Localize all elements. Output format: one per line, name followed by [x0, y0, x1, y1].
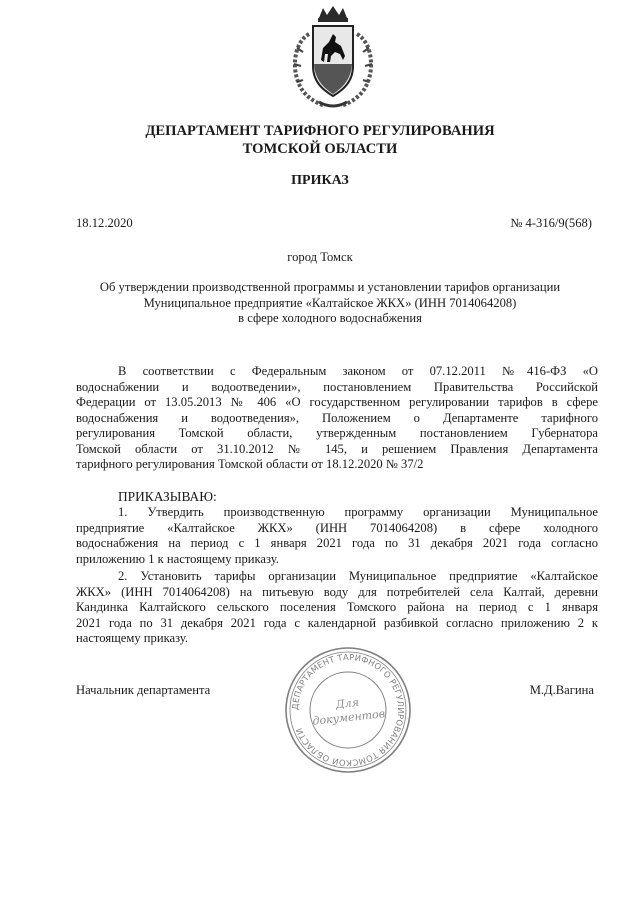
order-item-2 [76, 569, 598, 647]
paragraph-line: Томской области от 31.10.2012 № 145, и решением Правления Департамента [76, 441, 598, 456]
paragraph-line: 1. Утвердить производственную программу организации Муниципальное [118, 505, 598, 519]
paragraph-line: водоснабжения на период с 1 января 2021 года по 31 декабря 2021 года согласно [76, 536, 598, 550]
seal-center-line2: документов [311, 707, 386, 728]
signatory-position: Начальник департамента [76, 683, 211, 697]
department-name-line1: ДЕПАРТАМЕНТ ТАРИФНОГО РЕГУЛИРОВАНИЯ [145, 123, 495, 139]
official-seal-stamp [283, 645, 413, 775]
order-number: № 4-316/9(568) [510, 216, 592, 230]
seal-ring-text: ДЕПАРТАМЕНТ ТАРИФНОГО РЕГУЛИРОВАНИЯ ТОМСКОЙ ОБЛАСТИ [289, 651, 407, 769]
paragraph-line: регулирования Томской области, утвержденным постановлением Губернатора [76, 426, 598, 440]
coat-of-arms-emblem [289, 4, 377, 111]
seal-center-line1: Для [335, 695, 360, 712]
paragraph-line: 2. Установить тарифы организации Муниципальное предприятие «Калтайское [118, 569, 598, 583]
order-item-1 [76, 505, 598, 567]
signatory-name: М.Д.Вагина [529, 683, 594, 697]
order-directive-word: ПРИКАЗЫВАЮ: [118, 489, 217, 504]
paragraph-line: 2021 года по 31 декабря 2021 года с календарной разбивкой согласно приложению 2 к [76, 615, 598, 630]
paragraph-line: ЖКХ» (ИНН 7014064208) на питьевую воду для потребителей села Калтай, деревни [76, 584, 598, 599]
paragraph-line: приложению 1 к настоящему приказу. [76, 551, 279, 566]
document-type-title: ПРИКАЗ [291, 173, 349, 188]
paragraph-line: тарифного регулирования Томской области от 18.12.2020 № 37/2 [76, 457, 424, 471]
subject-line: Об утверждении производственной программы и установлении тарифов организации [99, 280, 561, 294]
order-subject [60, 280, 600, 327]
city-name: город Томск [287, 250, 353, 264]
paragraph-line: водоснабжения и водоотведения», Положением о Департаменте тарифного [76, 410, 598, 425]
paragraph-line: Федерации от 13.05.2013 № 406 «О государственном регулировании тарифов в сфере [76, 395, 598, 409]
paragraph-line: водоснабжении и водоотведении», постановлением Правительства Российской [76, 379, 598, 394]
preamble-paragraph [76, 364, 598, 473]
order-date: 18.12.2020 [76, 216, 133, 230]
subject-line: Муниципальное предприятие «Калтайское ЖКХ» (ИНН 7014064208) [143, 295, 517, 310]
department-name-line2: ТОМСКОЙ ОБЛАСТИ [242, 141, 398, 157]
subject-line: в сфере холодного водоснабжения [238, 311, 422, 325]
paragraph-line: Кандинка Калтайского сельского поселения Томского района на период с 1 января [76, 600, 598, 614]
paragraph-line: предприятие «Калтайское ЖКХ» (ИНН 7014064208) в сфере холодного [76, 520, 598, 535]
paragraph-line: В соответствии с Федеральным законом от 07.12.2011 №416-ФЗ «О [118, 364, 598, 378]
paragraph-line: настоящему приказу. [76, 631, 188, 645]
